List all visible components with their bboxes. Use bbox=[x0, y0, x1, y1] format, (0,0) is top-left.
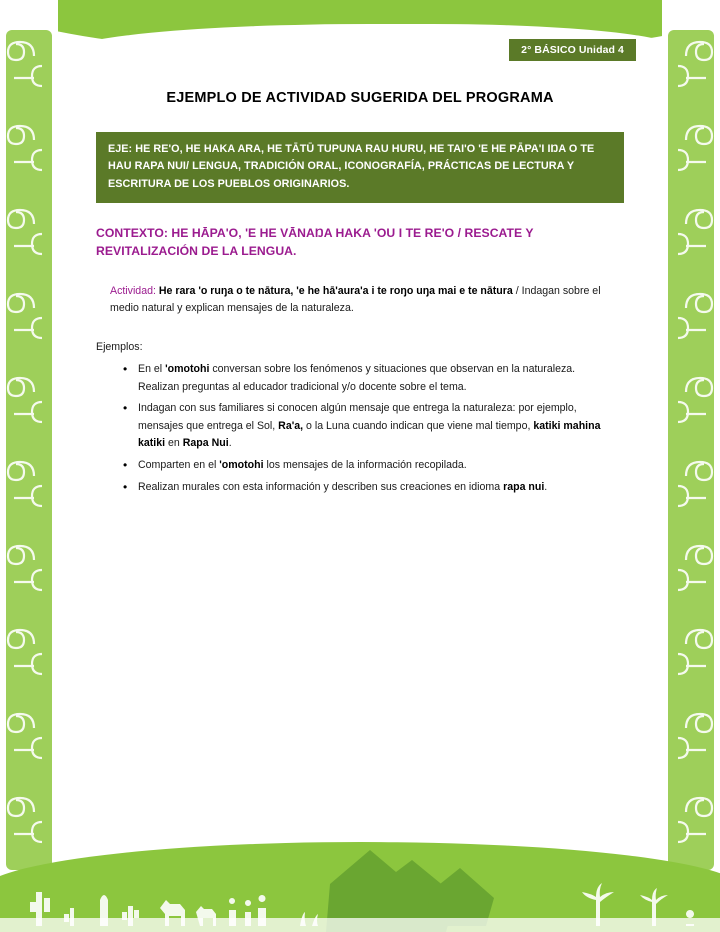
left-border-pattern-icon bbox=[6, 30, 52, 870]
actividad-rest-text: / Indagan sobre el medio natural y explican mensajes de la naturaleza. bbox=[110, 284, 601, 314]
ejemplos-label: Ejemplos: bbox=[96, 341, 143, 354]
list-item-text: Comparten en el bbox=[138, 459, 220, 472]
list-item bbox=[138, 479, 624, 497]
list-item-text: conversan sobre los fenómenos y situaciones que observan en la naturaleza. Realizan preguntas al educador tradicional y/o docente sobre el tema. bbox=[138, 363, 576, 393]
list-item-text: . bbox=[228, 437, 232, 450]
list-item-text: En el bbox=[138, 363, 166, 376]
list-item bbox=[138, 361, 624, 396]
document-content bbox=[96, 76, 624, 500]
list-item bbox=[138, 457, 624, 475]
list-item-text: en bbox=[165, 437, 183, 450]
list-item bbox=[138, 400, 624, 453]
actividad-label: Actividad: bbox=[110, 284, 156, 297]
left-decorative-border bbox=[0, 0, 58, 932]
list-item-emphasis: Ra'a, bbox=[278, 419, 304, 432]
landscape-silhouette-icon bbox=[0, 822, 720, 932]
ejemplos-list bbox=[96, 361, 624, 496]
list-item-emphasis: katiki mahina katiki bbox=[138, 419, 601, 450]
contexto-heading: CONTEXTO: HE HĀPA'O, 'E HE VĀNAŊA HAKA 'OU I TE RE'O / RESCATE Y REVITALIZACIÓN DE LA LENGUA. bbox=[96, 226, 534, 259]
right-decorative-border bbox=[662, 0, 720, 932]
right-border-fill bbox=[668, 30, 714, 870]
unit-badge: 2° BÁSICO Unidad 4 bbox=[509, 39, 636, 61]
list-item-emphasis: rapa nui bbox=[503, 480, 545, 493]
top-decorative-band bbox=[0, 0, 720, 76]
list-item-text: los mensajes de la información recopilada. bbox=[263, 459, 467, 472]
actividad-paragraph bbox=[96, 283, 624, 317]
list-item-text: o la Luna cuando indican que viene mal tiempo, bbox=[303, 419, 534, 432]
right-border-pattern-icon bbox=[668, 30, 714, 870]
list-item-text: . bbox=[544, 480, 548, 493]
bottom-decorative-band bbox=[0, 812, 720, 932]
list-item-emphasis: Rapa Nui bbox=[182, 437, 229, 450]
left-border-fill bbox=[6, 30, 52, 870]
list-item-text: Realizan murales con esta información y describen sus creaciones en idioma bbox=[138, 480, 504, 493]
eje-box: EJE: HE RE'O, HE HAKA ARA, HE TĀTŪ TUPUNA RAU HURU, HE TAI'O 'E HE PĀPA'I IŊA O TE HAU RAPA NUI/ LENGUA, TRADICIÓN ORAL, ICONOGRAFÍA, PRÁCTICAS DE LECTURA Y ESCRITURA DE LOS PUEBLOS ORIGINARIOS. bbox=[96, 132, 624, 203]
list-item-emphasis: 'omotohi bbox=[165, 363, 210, 376]
list-item-text: Indagan con sus familiares si conocen algún mensaje que entrega la naturaleza: por ejemplo, mensajes que entrega el Sol, bbox=[138, 402, 577, 432]
actividad-bold-text: He rara 'o ruŋa o te nātura, 'e he hā'aura'a i te roŋo uŋa mai e te nātura bbox=[158, 284, 513, 297]
list-item-emphasis: 'omotohi bbox=[219, 459, 264, 472]
page-title: EJEMPLO DE ACTIVIDAD SUGERIDA DEL PROGRAMA bbox=[166, 90, 554, 106]
